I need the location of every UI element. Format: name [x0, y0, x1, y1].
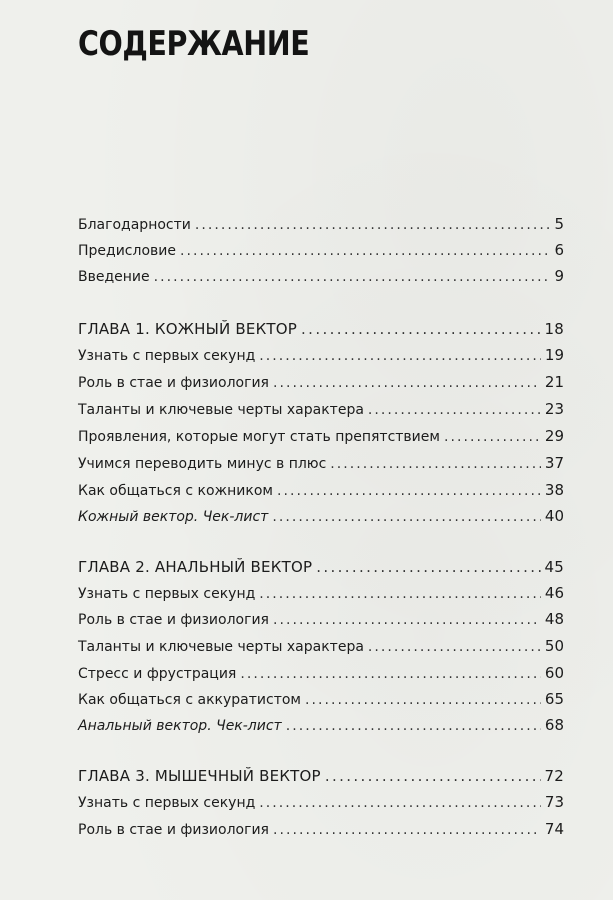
toc-entry-page: 60 — [544, 664, 564, 682]
dot-leader — [286, 714, 541, 738]
toc-entry-page: 48 — [544, 610, 564, 628]
toc-entry[interactable] — [78, 264, 564, 288]
dot-leader — [368, 398, 541, 422]
dot-leader — [277, 479, 541, 503]
toc-entry-page: 9 — [554, 267, 564, 285]
toc-entry-label: Узнать с первых секунд — [78, 795, 256, 811]
dot-leader — [273, 371, 541, 395]
dot-leader — [444, 425, 541, 449]
toc-entry-label: Предисловие — [78, 243, 176, 259]
page-title: СОДЕРЖАНИЕ — [78, 24, 310, 64]
toc-entry[interactable] — [78, 478, 564, 502]
toc-entry-page: 37 — [544, 454, 564, 472]
toc-entry[interactable] — [78, 661, 564, 685]
toc-entry-page: 40 — [544, 507, 564, 525]
dot-leader — [273, 818, 541, 842]
toc-entry-label: Узнать с первых секунд — [78, 348, 256, 364]
dot-leader — [305, 688, 541, 712]
toc-entry-page: 23 — [544, 400, 564, 418]
toc-entry[interactable] — [78, 790, 564, 814]
toc-entry[interactable] — [78, 817, 564, 841]
toc-entry[interactable] — [78, 581, 564, 605]
dot-leader — [259, 582, 541, 606]
toc-entry[interactable] — [78, 424, 564, 448]
toc-entry[interactable] — [78, 687, 564, 711]
toc-entry-label: Кожный вектор. Чек-лист — [78, 509, 269, 525]
toc-entry-page: 6 — [554, 241, 564, 259]
toc-entry-page: 74 — [544, 820, 564, 838]
toc-entry[interactable] — [78, 634, 564, 658]
toc-entry[interactable] — [78, 713, 564, 737]
dot-leader — [240, 662, 541, 686]
dot-leader — [195, 213, 551, 237]
toc-entry[interactable] — [78, 370, 564, 394]
toc-entry-page: 46 — [544, 584, 564, 602]
toc-chapter-1[interactable] — [78, 317, 564, 341]
toc-entry-label: Таланты и ключевые черты характера — [78, 402, 364, 418]
toc-entry-label: Благодарности — [78, 217, 191, 233]
toc-entry-page: 5 — [554, 215, 564, 233]
toc-entry-label: Как общаться с аккуратистом — [78, 692, 301, 708]
dot-leader — [330, 452, 541, 476]
dot-leader — [301, 317, 540, 341]
chapter-label: ГЛАВА 1. КОЖНЫЙ ВЕКТОР — [78, 320, 298, 338]
toc-entry-page: 65 — [544, 690, 564, 708]
toc-entry-label: Роль в стае и физиология — [78, 822, 269, 838]
toc-entry-page: 50 — [544, 637, 564, 655]
dot-leader — [325, 764, 541, 788]
toc-entry-page: 19 — [544, 346, 564, 364]
chapter-page: 45 — [544, 558, 564, 576]
toc-entry-label: Учимся переводить минус в плюс — [78, 456, 327, 472]
toc-entry-label: Стресс и фрустрация — [78, 666, 237, 682]
toc-entry-page: 38 — [544, 481, 564, 499]
toc-entry-label: Анальный вектор. Чек-лист — [78, 718, 282, 734]
dot-leader — [180, 239, 550, 263]
toc-entry[interactable] — [78, 397, 564, 421]
dot-leader — [316, 555, 540, 579]
toc-entry-page: 68 — [544, 716, 564, 734]
chapter-page: 72 — [544, 767, 564, 785]
toc-entry[interactable] — [78, 504, 564, 528]
chapter-label: ГЛАВА 3. МЫШЕЧНЫЙ ВЕКТОР — [78, 767, 321, 785]
toc-entry-label: Узнать с первых секунд — [78, 586, 256, 602]
toc-entry-page: 21 — [544, 373, 564, 391]
toc-entry-label: Введение — [78, 269, 150, 285]
chapter-label: ГЛАВА 2. АНАЛЬНЫЙ ВЕКТОР — [78, 558, 313, 576]
dot-leader — [259, 344, 541, 368]
toc-entry[interactable] — [78, 212, 564, 236]
toc-entry[interactable] — [78, 607, 564, 631]
toc-entry[interactable] — [78, 343, 564, 367]
toc-entry[interactable] — [78, 238, 564, 262]
dot-leader — [368, 635, 541, 659]
chapter-page: 18 — [544, 320, 564, 338]
toc-entry-label: Проявления, которые могут стать препятствием — [78, 429, 440, 445]
dot-leader — [273, 608, 541, 632]
toc-entry-page: 29 — [544, 427, 564, 445]
toc-entry[interactable] — [78, 451, 564, 475]
toc-entry-label: Роль в стае и физиология — [78, 612, 269, 628]
dot-leader — [154, 265, 551, 289]
toc-entry-page: 73 — [544, 793, 564, 811]
toc-chapter-3[interactable] — [78, 764, 564, 788]
dot-leader — [272, 505, 541, 529]
dot-leader — [259, 791, 541, 815]
toc-entry-label: Роль в стае и физиология — [78, 375, 269, 391]
toc-entry-label: Как общаться с кожником — [78, 483, 273, 499]
toc-entry-label: Таланты и ключевые черты характера — [78, 639, 364, 655]
toc-chapter-2[interactable] — [78, 555, 564, 579]
